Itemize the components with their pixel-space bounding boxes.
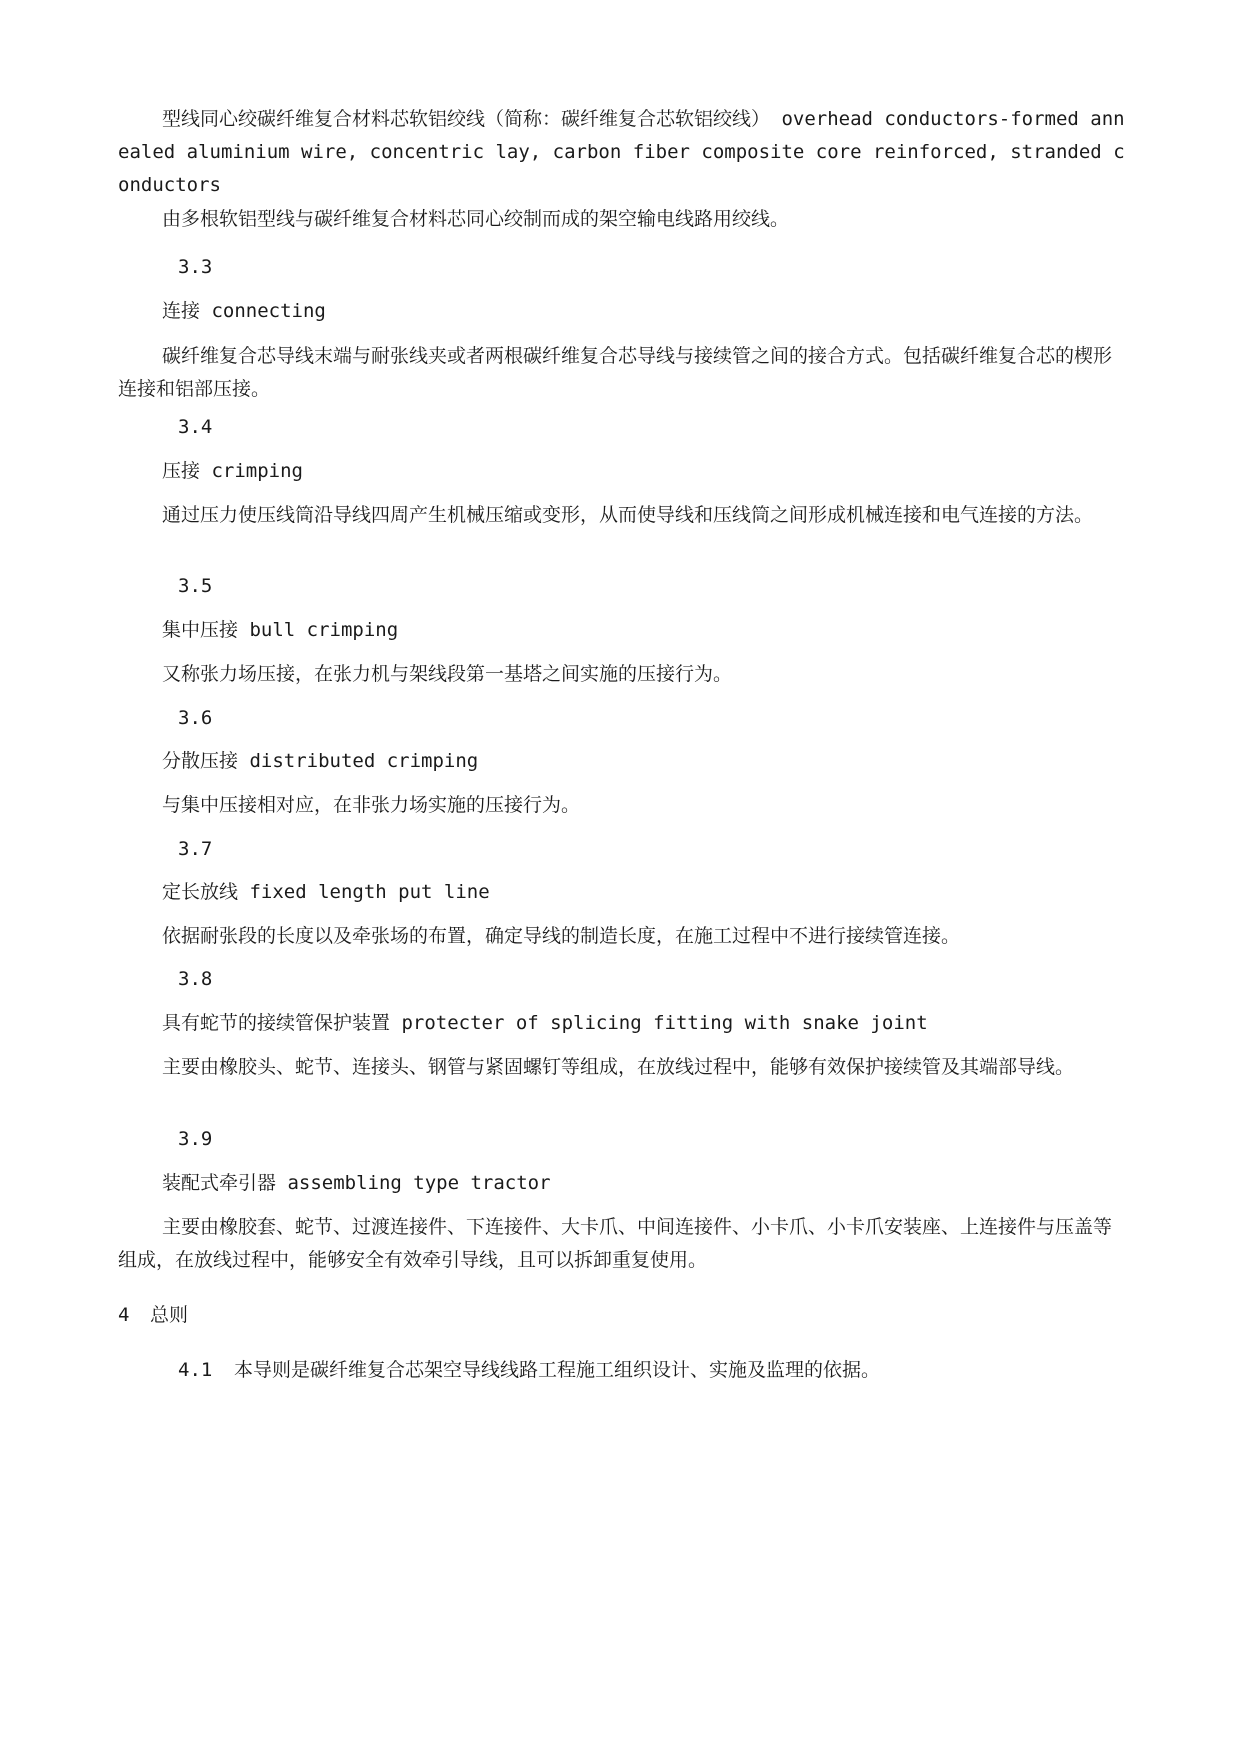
clause-number-3-5: 3.5 (178, 575, 213, 597)
definition-3-3: 碳纤维复合芯导线末端与耐张线夹或者两根碳纤维复合芯导线与接续管之间的接合方式。包括碳纤维复合芯的楔形连接和铝部压接。 (118, 345, 1113, 400)
term-3-2: 型线同心绞碳纤维复合材料芯软铝绞线（简称：碳纤维复合芯软铝绞线） overhead conductors-formed annealed aluminium wire, concentric lay, carbon fiber composite core reinforced, stranded conductors (118, 108, 1125, 196)
definition-3-5: 又称张力场压接，在张力机与架线段第一基塔之间实施的压接行为。 (162, 663, 733, 685)
clause-number-3-4: 3.4 (178, 416, 213, 438)
chapter-heading-4 (118, 1299, 188, 1332)
clause-number-3-7: 3.7 (178, 838, 213, 860)
term-3-3: 连接 connecting (162, 300, 326, 322)
definition-3-8: 主要由橡胶头、蛇节、连接头、钢管与紧固螺钉等组成，在放线过程中，能够有效保护接续管及其端部导线。 (162, 1056, 1075, 1078)
term-3-7: 定长放线 fixed length put line (162, 881, 490, 903)
definition-3-6: 与集中压接相对应，在非张力场实施的压接行为。 (162, 794, 581, 816)
term-3-5: 集中压接 bull crimping (162, 619, 399, 641)
term-3-6: 分散压接 distributed crimping (162, 750, 479, 772)
clause-text-4-1: 本导则是碳纤维复合芯架空导线线路工程施工组织设计、实施及监理的依据。 (234, 1359, 881, 1381)
clause-number-3-9: 3.9 (178, 1128, 213, 1150)
clause-number-4-1: 4.1 (178, 1359, 213, 1381)
clause-number-3-8: 3.8 (178, 968, 213, 990)
term-3-9: 装配式牵引器 assembling type tractor (162, 1172, 551, 1194)
clause-number-3-6: 3.6 (178, 707, 213, 729)
definition-3-4: 通过压力使压线筒沿导线四周产生机械压缩或变形，从而使导线和压线筒之间形成机械连接和电气连接的方法。 (162, 504, 1094, 526)
term-3-4: 压接 crimping (162, 460, 303, 482)
definition-3-2: 由多根软铝型线与碳纤维复合材料芯同心绞制而成的架空输电线路用绞线。 (162, 208, 790, 230)
chapter-number: 4 (118, 1304, 130, 1326)
clause-4-1 (178, 1354, 880, 1387)
definition-3-7: 依据耐张段的长度以及牵张场的布置，确定导线的制造长度，在施工过程中不进行接续管连接。 (162, 925, 961, 947)
clause-number-3-3: 3.3 (178, 256, 213, 278)
definition-3-9: 主要由橡胶套、蛇节、过渡连接件、下连接件、大卡爪、中间连接件、小卡爪、小卡爪安装座、上连接件与压盖等组成，在放线过程中，能够安全有效牵引导线，且可以拆卸重复使用。 (118, 1216, 1113, 1271)
chapter-title: 总则 (150, 1304, 189, 1326)
term-3-8: 具有蛇节的接续管保护装置 protecter of splicing fitting with snake joint (162, 1012, 928, 1034)
